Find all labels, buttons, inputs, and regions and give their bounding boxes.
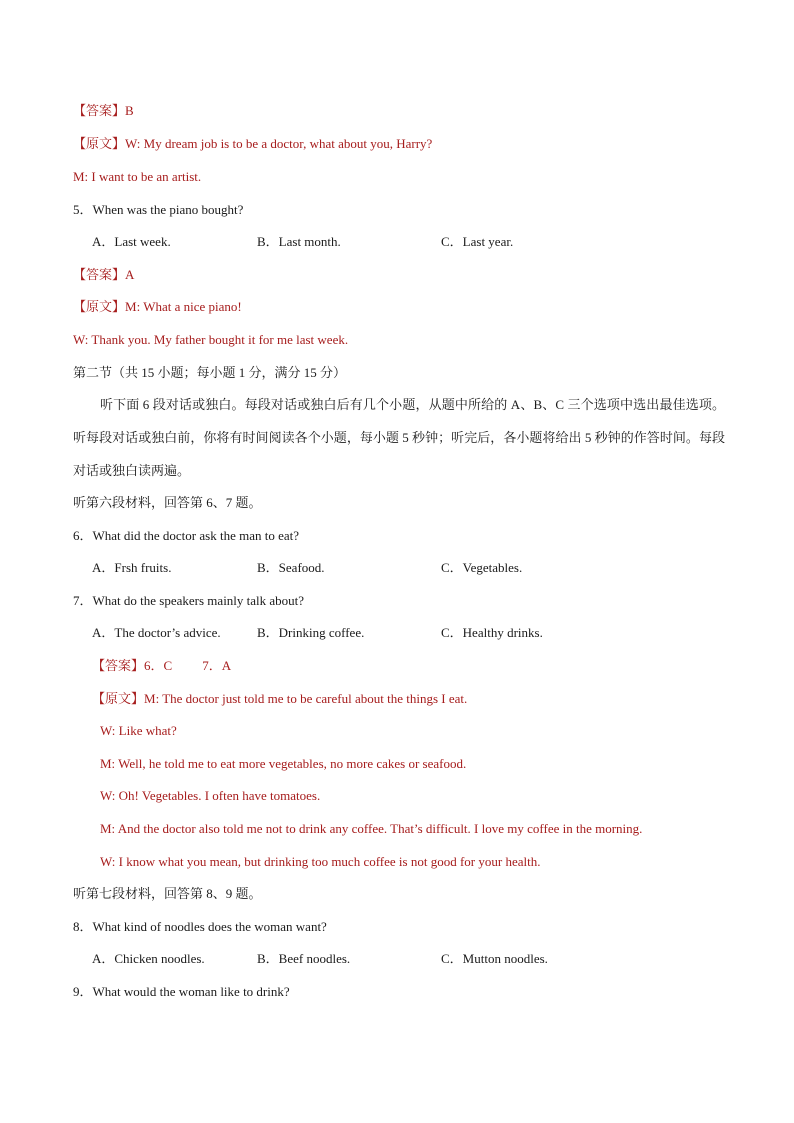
section2-instructions: 听下面 6 段对话或独白。每段对话或独白后有几个小题，从题中所给的 A、B、C 三个选项中选出最佳选项。听每段对话或独白前，你将有时间阅读各个小题，每小题 5 秒钟；听完后，各小题将给出 5 秒钟的作答时间。每段对话或独白读两遍。 — [73, 397, 725, 478]
q7-number: 7． — [73, 593, 93, 608]
q7-option-c: C．Healthy drinks. — [441, 625, 543, 640]
section2-heading: 第二节（共 15 小题；每小题 1 分，满分 15 分） — [73, 365, 347, 380]
q5-option-a: A．Last week. — [92, 234, 171, 249]
q6-option-b: B．Seafood. — [257, 560, 325, 575]
answer-tag: 【答案】 — [73, 103, 126, 118]
material6-heading: 听第六段材料，回答第 6、7 题。 — [73, 495, 262, 510]
m6-script-5: W: I know what you mean, but drinking too much coffee is not good for your health. — [100, 854, 541, 869]
q8-option-c: C．Mutton noodles. — [441, 951, 548, 966]
q6-option-a: A．Frsh fruits. — [92, 560, 172, 575]
q8-option-b: B．Beef noodles. — [257, 951, 351, 966]
q5-question — [73, 201, 243, 219]
q7-option-a: A．The doctor’s advice. — [92, 625, 221, 640]
q4-answer: B — [125, 103, 134, 118]
answer-7: 7．A — [202, 658, 232, 673]
script-tag: 【原文】 — [73, 299, 126, 314]
q5-answer-line — [73, 266, 134, 284]
q8-question — [73, 918, 327, 936]
m6-script-3: W: Oh! Vegetables. I often have tomatoes. — [100, 788, 321, 803]
q5-script-w: W: Thank you. My father bought it for me last week. — [73, 332, 349, 347]
m6-answer-line — [92, 657, 231, 675]
q6-question — [73, 527, 299, 545]
script-tag: 【原文】 — [73, 136, 126, 151]
m6-script-line-1 — [92, 690, 467, 708]
q7-question — [73, 592, 304, 610]
q5-number: 5． — [73, 202, 93, 217]
m6-script-4: M: And the doctor also told me not to drink any coffee. That’s difficult. I love my coffee in the morning. — [100, 821, 643, 836]
answer-6: 6．C — [144, 658, 173, 673]
q7-option-b: B．Drinking coffee. — [257, 625, 365, 640]
q6-option-c: C．Vegetables. — [441, 560, 523, 575]
q8-text: What kind of noodles does the woman want? — [92, 919, 327, 934]
q7-text: What do the speakers mainly talk about? — [92, 593, 305, 608]
q5-option-b: B．Last month. — [257, 234, 341, 249]
q5-text: When was the piano bought? — [92, 202, 244, 217]
q5-option-c: C．Last year. — [441, 234, 514, 249]
q5-answer: A — [125, 267, 135, 282]
q4-script-line-1 — [73, 135, 432, 153]
q6-text: What did the doctor ask the man to eat? — [92, 528, 299, 543]
q9-question — [73, 983, 290, 1001]
q9-number: 9． — [73, 984, 93, 999]
script-tag: 【原文】 — [92, 691, 145, 706]
q8-option-a: A．Chicken noodles. — [92, 951, 205, 966]
q5-script-m: M: What a nice piano! — [125, 299, 242, 314]
q9-text: What would the woman like to drink? — [92, 984, 290, 999]
m6-script-1: W: Like what? — [100, 723, 177, 738]
m6-script-0: M: The doctor just told me to be careful about the things I eat. — [144, 691, 468, 706]
q8-number: 8． — [73, 919, 93, 934]
answer-tag: 【答案】 — [92, 658, 145, 673]
material7-heading: 听第七段材料，回答第 8、9 题。 — [73, 886, 262, 901]
m6-script-2: M: Well, he told me to eat more vegetables, no more cakes or seafood. — [100, 756, 467, 771]
q4-script-w: W: My dream job is to be a doctor, what about you, Harry? — [125, 136, 433, 151]
q5-script-line-1 — [73, 298, 242, 316]
answer-tag: 【答案】 — [73, 267, 126, 282]
q4-answer-line — [73, 102, 134, 120]
q4-script-m: M: I want to be an artist. — [73, 169, 202, 184]
q6-number: 6． — [73, 528, 93, 543]
